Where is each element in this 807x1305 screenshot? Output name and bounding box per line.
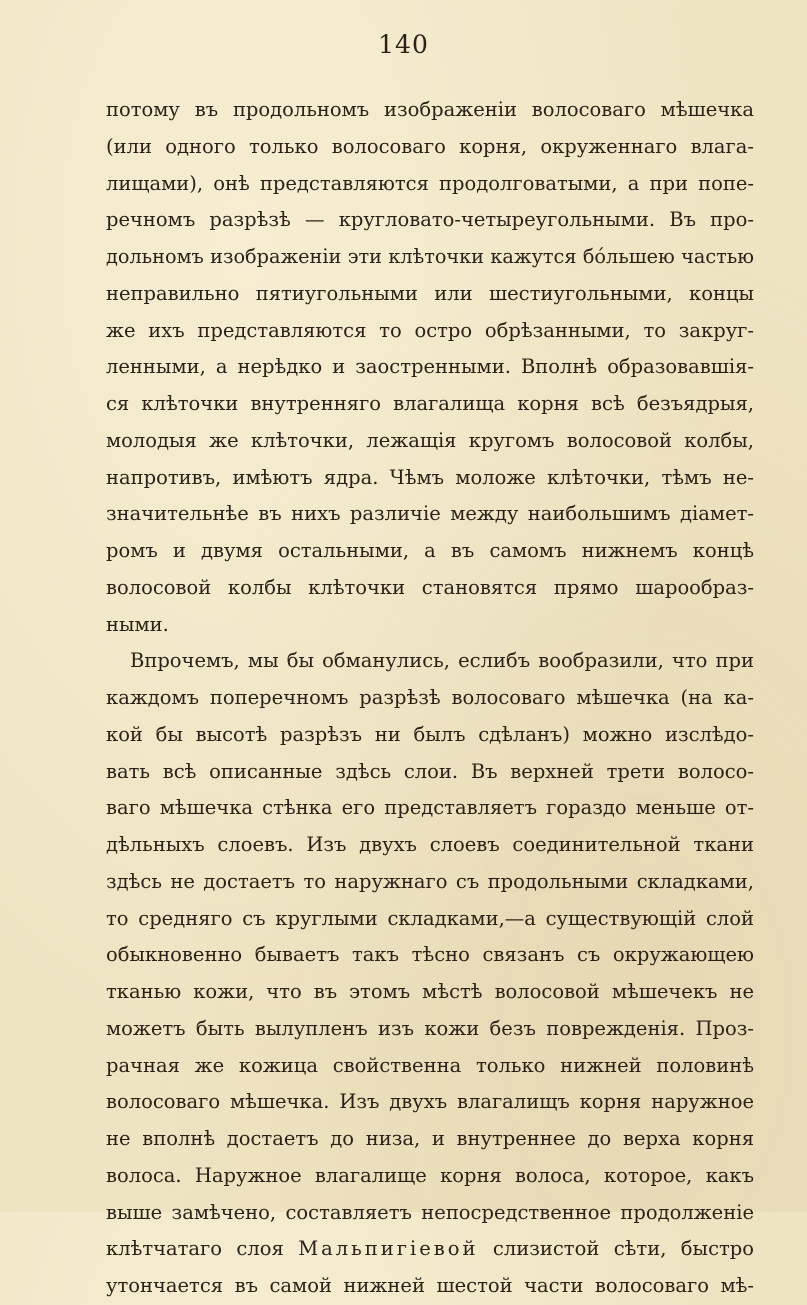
text-line: потому въ продольномъ изображеніи волосоваго мѣшечка [106, 98, 754, 121]
text-line: утончается въ самой нижней шестой части волосоваго мѣ- [106, 1274, 754, 1297]
text-line: же ихъ представляются то остро обрѣзанными, то закруг- [106, 318, 754, 342]
text-line: (или одного только волосоваго корня, окруженнаго влага- [106, 134, 754, 158]
text-line: обыкновенно бываетъ такъ тѣсно связанъ съ окружающею [106, 943, 754, 967]
text-line: ромъ и двумя остальными, а въ самомъ нижнемъ концѣ [106, 539, 754, 562]
text-line: неправильно пятиугольными или шестиугольными, концы [106, 281, 754, 305]
text-line: рачная же кожица свойственна только нижней половинѣ [106, 1053, 754, 1077]
text-line: тканью кожи, что въ этомъ мѣстѣ волосовой мѣшечекъ не [106, 980, 754, 1003]
text-line: дѣльныхъ слоевъ. Изъ двухъ слоевъ соединительной ткани [106, 833, 754, 856]
text-line: волосовой колбы клѣточки становятся прямо шарообраз- [106, 575, 754, 599]
text-line-with-spaced-name [106, 1231, 754, 1268]
text-line: здѣсь не достаетъ то наружнаго съ продольными складками, [106, 869, 754, 893]
page-number: 140 [378, 30, 429, 59]
text-line: не вполнѣ достаетъ до низа, и внутреннее до верха корня [106, 1127, 754, 1150]
text-line: ленными, а нерѣдко и заостренными. Вполнѣ образовавшія- [106, 355, 754, 379]
text-segment: клѣтчатаго слоя [106, 1237, 299, 1261]
text-line: кой бы высотѣ разрѣзъ ни былъ сдѣланъ) можно изслѣдо- [106, 722, 754, 746]
text-line: каждомъ поперечномъ разрѣзѣ волосоваго мѣшечка (на ка- [106, 686, 754, 709]
text-line: волоса. Наружное влагалище корня волоса, которое, какъ [106, 1163, 754, 1187]
body-text [106, 92, 754, 1305]
text-line: молодыя же клѣточки, лежащія кругомъ волосовой колбы, [106, 428, 754, 452]
text-line: волосоваго мѣшечка. Изъ двухъ влагалищъ корня наружное [106, 1090, 754, 1114]
text-line: лищами), онѣ представляются продолговатыми, а при попе- [106, 171, 754, 195]
paragraph-end-line: ными. [106, 612, 169, 636]
text-line: речномъ разрѣзѣ — кругловато-четыреугольными. Въ про- [106, 208, 754, 232]
text-line: вать всѣ описанные здѣсь слои. Въ верхней трети волосо- [106, 759, 754, 783]
text-line: значительнѣе въ нихъ различіе между наибольшимъ діамет- [106, 502, 754, 526]
text-line: дольномъ изображеніи эти клѣточки кажутся бóльшею частью [106, 245, 754, 268]
paragraph-start-line: Впрочемъ, мы бы обманулись, еслибъ вообразили, что при [130, 649, 754, 673]
text-line: ся клѣточки внутренняго влагалища корня всѣ безъядрыя, [106, 392, 754, 415]
text-line: выше замѣчено, составляетъ непосредственное продолженіе [106, 1200, 754, 1224]
spaced-proper-name: Мальпигіевой [298, 1237, 479, 1261]
text-line: можетъ быть вылупленъ изъ кожи безъ поврежденія. Проз- [106, 1016, 754, 1040]
text-line: ваго мѣшечка стѣнка его представляетъ гораздо меньше от- [106, 796, 754, 820]
text-segment: слизистой сѣти, быстро [478, 1237, 754, 1261]
text-line: то средняго съ круглыми складками,—а существующій слой [106, 906, 754, 930]
text-line: напротивъ, имѣютъ ядра. Чѣмъ моложе клѣточки, тѣмъ не- [106, 465, 754, 489]
